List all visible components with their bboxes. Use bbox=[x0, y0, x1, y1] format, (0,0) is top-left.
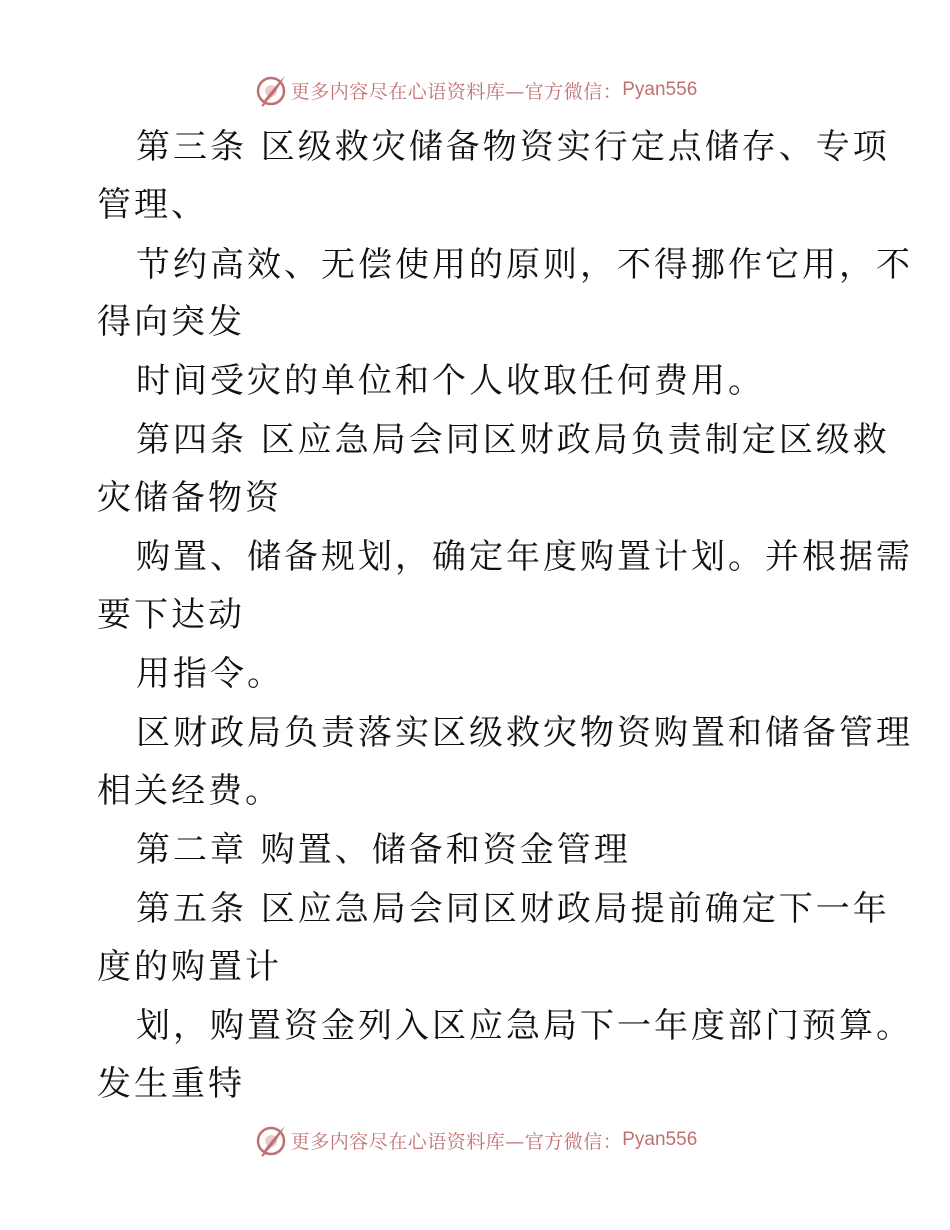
text-line: 节约高效、无偿使用的原则，不得挪作它用，不 bbox=[136, 245, 913, 285]
footer-watermark bbox=[0, 1120, 950, 1160]
text-line: 得向突发 bbox=[97, 302, 245, 342]
watermark-text: 更多内容尽在心语资料库—官方微信： bbox=[290, 80, 623, 103]
watermark-wechat-id: Pyan556 bbox=[622, 79, 698, 100]
quill-logo-icon bbox=[253, 72, 289, 108]
text-line: 区财政局负责落实区级救灾物资购置和储备管理 bbox=[136, 713, 913, 753]
text-line: 发生重特 bbox=[97, 1064, 245, 1104]
text-line: 管理、 bbox=[97, 185, 208, 225]
text-line: 灾储备物资 bbox=[97, 478, 282, 518]
text-line: 划，购置资金列入区应急局下一年度部门预算。 bbox=[136, 1006, 913, 1046]
text-line: 相关经费。 bbox=[97, 771, 282, 811]
watermark-wechat-id: Pyan556 bbox=[622, 1129, 698, 1150]
text-line: 时间受灾的单位和个人收取任何费用。 bbox=[136, 361, 765, 401]
text-line: 第五条 区应急局会同区财政局提前确定下一年 bbox=[136, 889, 890, 929]
text-line: 购置、储备规划，确定年度购置计划。并根据需 bbox=[136, 537, 913, 577]
quill-logo-icon bbox=[253, 1122, 289, 1158]
watermark-text: 更多内容尽在心语资料库—官方微信： bbox=[290, 1130, 623, 1153]
text-line: 第四条 区应急局会同区财政局负责制定区级救 bbox=[136, 420, 890, 460]
header-watermark bbox=[0, 70, 950, 110]
text-line: 第三条 区级救灾储备物资实行定点储存、专项 bbox=[136, 127, 890, 167]
text-line: 要下达动 bbox=[97, 595, 245, 635]
text-line: 度的购置计 bbox=[97, 947, 282, 987]
chapter-heading: 第二章 购置、储备和资金管理 bbox=[136, 830, 631, 870]
text-line: 用指令。 bbox=[136, 654, 284, 694]
